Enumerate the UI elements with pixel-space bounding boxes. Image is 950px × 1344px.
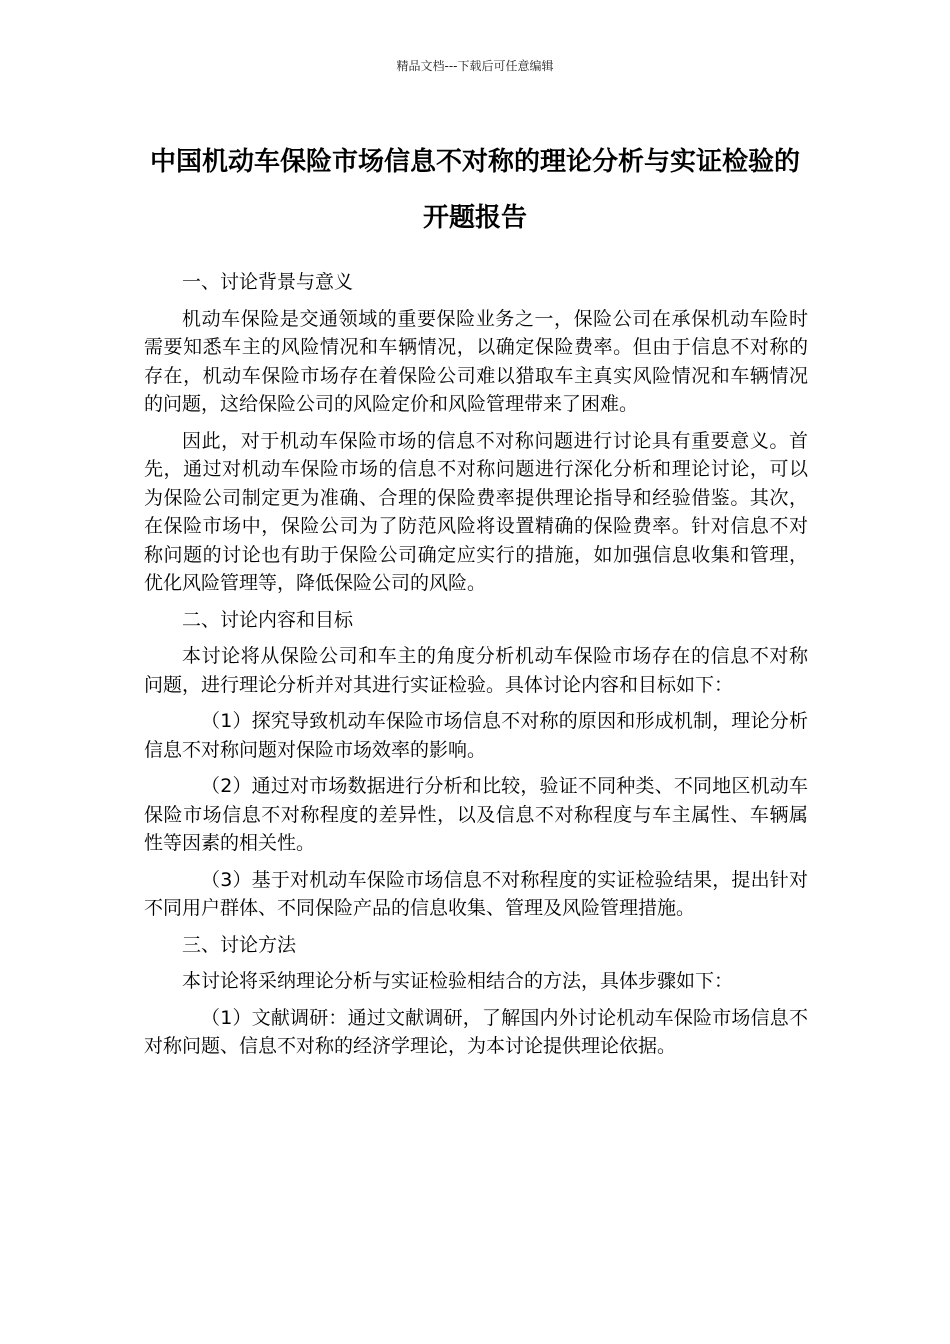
paragraph-content-intro: 本讨论将从保险公司和车主的角度分析机动车保险市场存在的信息不对称问题，进行理论分析并对其进行实证检验。具体讨论内容和目标如下： bbox=[144, 645, 808, 696]
paragraph-methods-intro: 本讨论将采纳理论分析与实证检验相结合的方法，具体步骤如下： bbox=[182, 970, 734, 992]
document-body bbox=[144, 268, 808, 1069]
header-note: 精品文档---下载后可任意编辑 bbox=[396, 59, 554, 73]
section-heading-background: 一、讨论背景与意义 bbox=[182, 271, 354, 293]
list-item-content-1: （1）探究导致机动车保险市场信息不对称的原因和形成机制，理论分析信息不对称问题对保险市场效率的影响。 bbox=[144, 710, 808, 761]
paragraph-background-2: 因此，对于机动车保险市场的信息不对称问题进行讨论具有重要意义。首先，通过对机动车保险市场的信息不对称问题进行深化分析和理论讨论，可以为保险公司制定更为准确、合理的保险费率提供理论指导和经验借鉴。其次，在保险市场中，保险公司为了防范风险将设置精确的保险费率。针对信息不对称问题的讨论也有助于保险公司确定应实行的措施，如加强信息收集和管理，优化风险管理等，降低保险公司的风险。 bbox=[144, 429, 808, 594]
list-item-methods-1: （1）文献调研：通过文献调研，了解国内外讨论机动车保险市场信息不对称问题、信息不对称的经济学理论，为本讨论提供理论依据。 bbox=[144, 1006, 808, 1057]
paragraph-background-1: 机动车保险是交通领域的重要保险业务之一，保险公司在承保机动车险时需要知悉车主的风险情况和车辆情况，以确定保险费率。但由于信息不对称的存在，机动车保险市场存在着保险公司难以猎取车主真实风险情况和车辆情况的问题，这给保险公司的风险定价和风险管理带来了困难。 bbox=[144, 307, 808, 415]
section-heading-methods: 三、讨论方法 bbox=[182, 933, 297, 956]
document-title: 中国机动车保险市场信息不对称的理论分析与实证检验的开题报告 bbox=[149, 147, 800, 233]
list-item-content-3: （3）基于对机动车保险市场信息不对称程度的实证检验结果，提出针对不同用户群体、不同保险产品的信息收集、管理及风险管理措施。 bbox=[144, 868, 808, 919]
list-item-content-2: （2）通过对市场数据进行分析和比较，验证不同种类、不同地区机动车保险市场信息不对称程度的差异性，以及信息不对称程度与车主属性、车辆属性等因素的相关性。 bbox=[144, 775, 808, 854]
section-heading-content-goals: 二、讨论内容和目标 bbox=[182, 608, 354, 631]
